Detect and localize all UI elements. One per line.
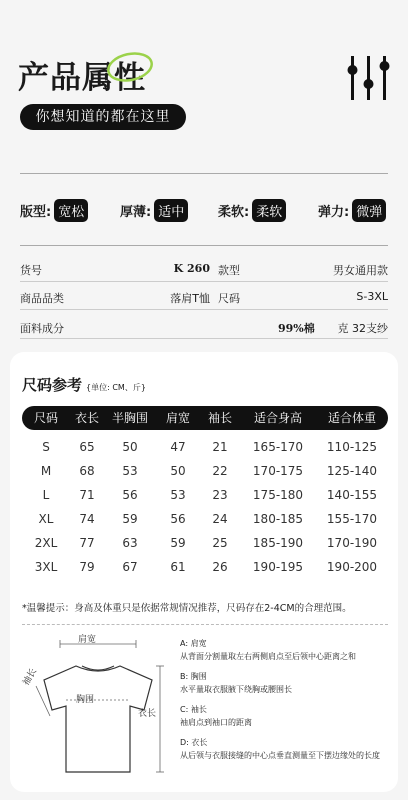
table-row: 3XL 79 67 61 26 190-195 190-200: [34, 560, 378, 574]
page-title: 产品属性: [18, 60, 146, 96]
measure-note: A: 肩宽 从背面分割量取左右两侧肩点至后领中心距离之和: [180, 639, 356, 661]
sleeve-label: 袖长: [21, 666, 40, 688]
property-thickness: 厚薄: 适中: [120, 199, 188, 222]
size-tip: *温馨提示：身高及体重只是依据常规情况推荐，尺码存在2-4CM的合理范围。: [22, 603, 352, 614]
measure-note: C: 袖长 袖肩点到袖口的距离: [180, 705, 252, 727]
divider: [20, 281, 388, 282]
divider: [20, 173, 388, 174]
title-accent-ellipse: [106, 50, 154, 84]
divider: [22, 624, 388, 625]
table-row: S 65 50 47 21 165-170 110-125: [42, 440, 378, 454]
shoulder-label: 肩宽: [78, 635, 97, 645]
measure-note: D: 衣长 从后领与衣服接缝的中心点垂直测量至下摆边缘处的长度: [180, 738, 380, 760]
subtitle-pill: 你想知道的都在这里: [20, 104, 186, 130]
sliders-icon: [346, 56, 392, 100]
property-value-chip: 微弹: [352, 199, 386, 222]
size-table-header: 尺码 衣长 半胸围 肩宽 袖长 适合身高 适合体重: [22, 406, 388, 430]
property-fit: 版型: 宽松: [20, 199, 88, 222]
size-chart-unit: {单位: CM、斤}: [86, 383, 146, 392]
size-chart-title: 尺码参考 {单位: CM、斤}: [22, 376, 146, 394]
table-row: L 71 56 53 23 175-180 140-155: [42, 488, 378, 502]
property-value-chip: 宽松: [54, 199, 88, 222]
product-attributes-section: 产品属性 你想知道的都在这里 版型: 宽松 厚薄: 适中 柔软: 柔软 弹力: 微弹 货号 K 260 款型 男女通用款 商品品类 落肩T恤 尺码 S-3XL 面料成分 99%棉 克 32支纱: [0, 0, 408, 350]
property-value-chip: 适中: [154, 199, 188, 222]
divider: [20, 245, 388, 246]
table-row: 2XL 77 63 59 25 185-190 170-190: [34, 536, 378, 550]
property-softness: 柔软: 柔软: [218, 199, 286, 222]
property-value-chip: 柔软: [252, 199, 286, 222]
divider: [20, 309, 388, 310]
table-row: M 68 53 50 22 170-175 125-140: [40, 464, 378, 478]
property-elasticity: 弹力: 微弹: [318, 199, 386, 222]
size-chart-card: [10, 352, 398, 792]
measure-note: B: 胸围 水平量取衣服腋下绕胸或腰围长: [180, 672, 292, 694]
divider: [20, 338, 388, 339]
chest-label: 胸围: [76, 695, 95, 705]
table-row: XL 74 59 56 24 180-185 155-170: [38, 512, 378, 526]
length-label: 衣长: [138, 709, 157, 719]
